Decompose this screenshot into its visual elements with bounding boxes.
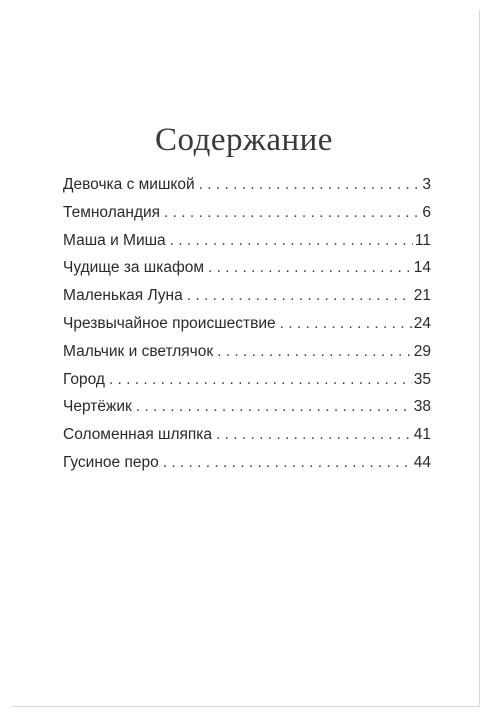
dot-leader bbox=[217, 343, 412, 361]
entry-page-number: 11 bbox=[414, 231, 431, 249]
toc-entry bbox=[63, 426, 431, 454]
dot-leader bbox=[216, 426, 412, 444]
entry-title: Гусиное перо bbox=[63, 453, 159, 471]
dot-leader bbox=[164, 204, 420, 222]
entry-title: Маленькая Луна bbox=[63, 287, 183, 305]
entry-title: Чертёжик bbox=[63, 398, 132, 416]
page-title: Содержание bbox=[155, 122, 333, 158]
entry-page-number: 24 bbox=[413, 314, 431, 332]
entry-title: Соломенная шляпка bbox=[63, 426, 213, 444]
toc-entry bbox=[63, 232, 431, 260]
page-edge-right bbox=[479, 10, 480, 707]
dot-leader bbox=[170, 232, 413, 250]
dot-leader bbox=[199, 176, 421, 194]
toc-entry bbox=[63, 176, 431, 204]
entry-page-number: 14 bbox=[413, 259, 431, 277]
entry-title: Город bbox=[63, 370, 105, 388]
toc-entry bbox=[63, 287, 431, 315]
entry-page-number: 3 bbox=[422, 176, 431, 193]
toc-entry bbox=[63, 398, 431, 426]
entry-title: Темноландия bbox=[63, 203, 161, 221]
toc-entry bbox=[63, 371, 431, 399]
entry-page-number: 6 bbox=[422, 203, 431, 221]
toc-entry bbox=[63, 343, 431, 371]
entry-page-number: 29 bbox=[413, 342, 431, 360]
entry-page-number: 41 bbox=[413, 426, 431, 444]
toc-entry bbox=[63, 259, 431, 287]
toc-entry bbox=[63, 454, 431, 482]
dot-leader bbox=[163, 454, 412, 472]
dot-leader bbox=[280, 315, 412, 333]
dot-leader bbox=[187, 287, 412, 305]
entry-page-number: 44 bbox=[413, 453, 431, 471]
entry-page-number: 38 bbox=[413, 398, 431, 416]
dot-leader bbox=[109, 371, 412, 389]
entry-title: Маша и Миша bbox=[63, 231, 166, 249]
entry-title: Чудище за шкафом bbox=[63, 259, 205, 277]
entry-title: Чрезвычайное происшествие bbox=[63, 314, 276, 332]
dot-leader bbox=[208, 259, 412, 277]
entry-page-number: 21 bbox=[413, 287, 431, 305]
page-edge-bottom bbox=[12, 706, 480, 707]
table-of-contents bbox=[63, 176, 431, 482]
entry-page-number: 35 bbox=[413, 370, 431, 388]
toc-entry bbox=[63, 315, 431, 343]
entry-title: Мальчик и светлячок bbox=[63, 342, 214, 360]
entry-title: Девочка с мишкой bbox=[63, 176, 195, 193]
toc-entry bbox=[63, 204, 431, 232]
dot-leader bbox=[136, 398, 412, 416]
